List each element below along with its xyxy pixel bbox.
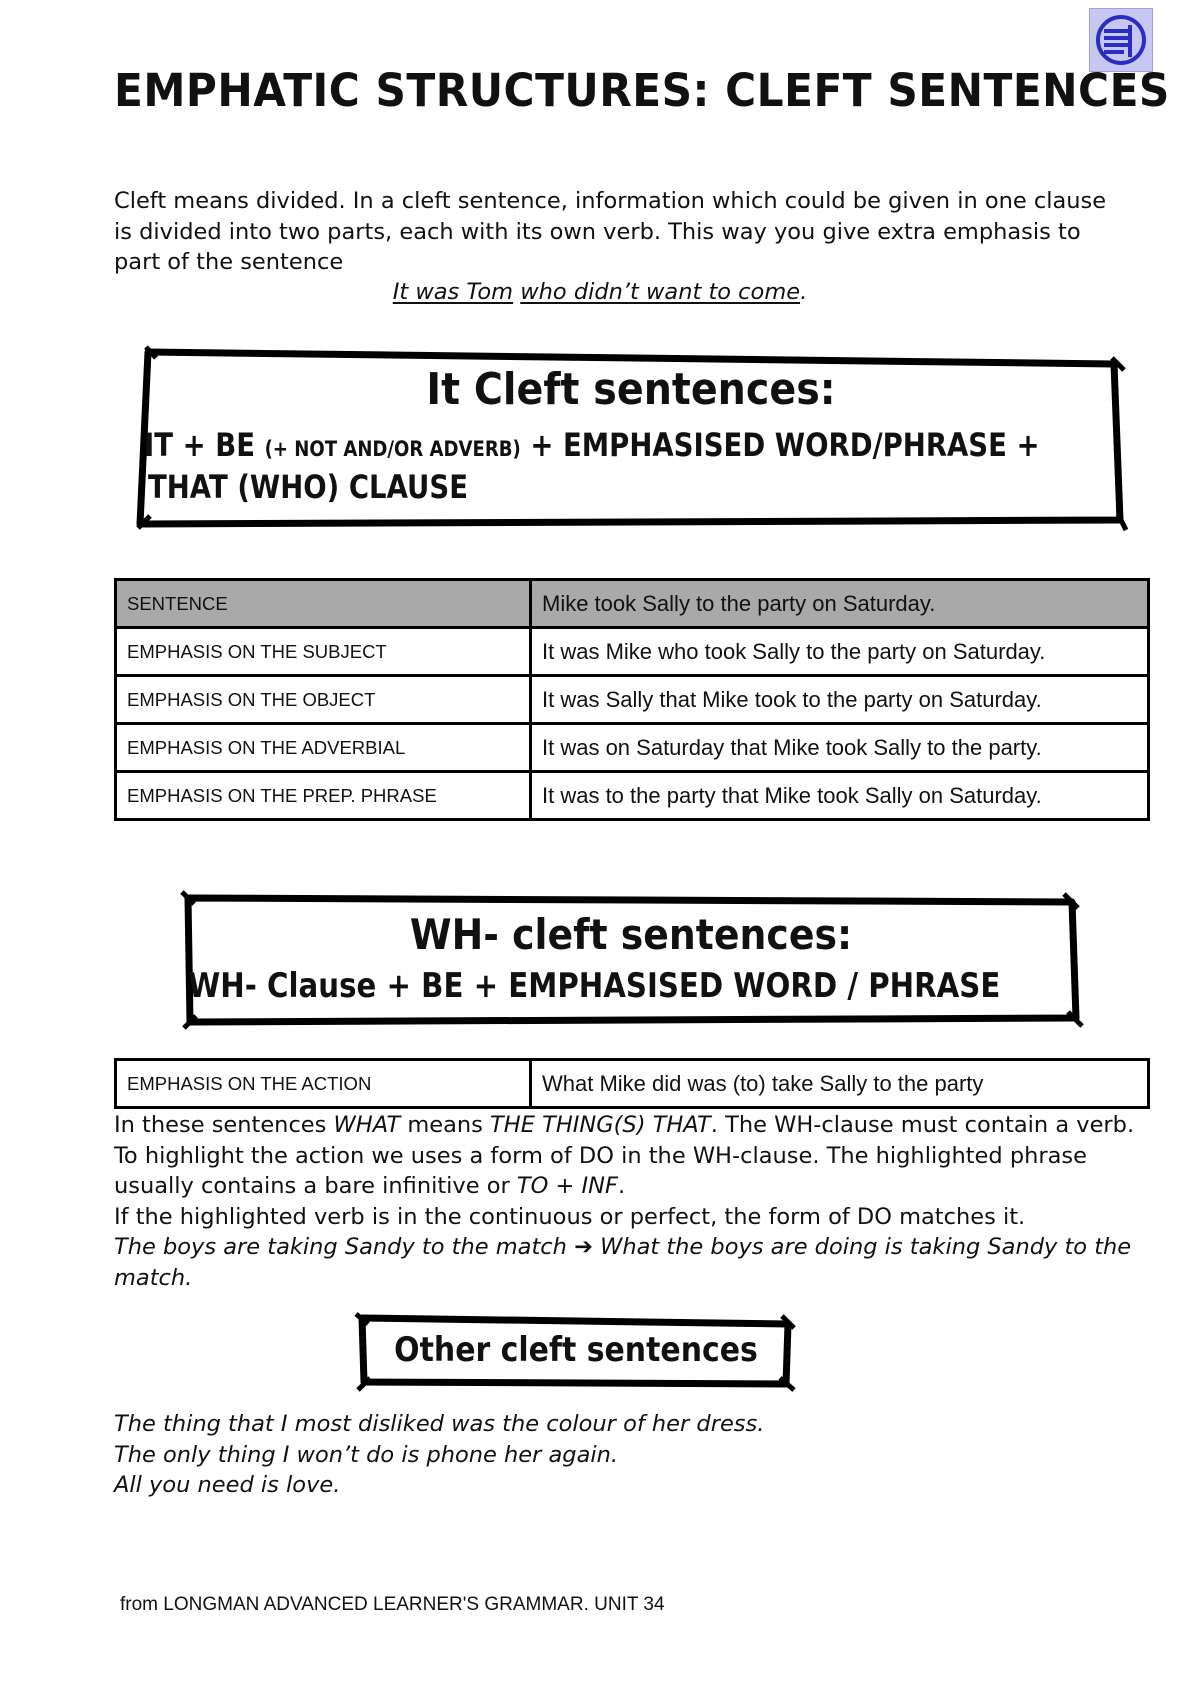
list-item: The only thing I won’t do is phone her again.	[114, 1441, 619, 1468]
notes-paragraph-2: If the highlighted verb is in the continuous or perfect, the form of DO matches it.	[114, 1203, 1026, 1230]
row-label: EMPHASIS ON THE ACTION	[116, 1060, 531, 1108]
row-value: It was to the party that Mike took Sally on Saturday.	[531, 772, 1149, 820]
formula-part: + EMPHASISED WORD/PHRASE +	[520, 426, 1040, 464]
row-value: It was Sally that Mike took to the party on Saturday.	[531, 676, 1149, 724]
example-period: .	[800, 279, 808, 305]
row-label: SENTENCE	[116, 580, 531, 628]
row-label: EMPHASIS ON THE SUBJECT	[116, 628, 531, 676]
document-icon[interactable]	[1089, 8, 1153, 72]
notes	[114, 1110, 1144, 1293]
other-cleft-frame	[354, 1310, 798, 1392]
row-label: EMPHASIS ON THE PREP. PHRASE	[116, 772, 531, 820]
list-item: The thing that I most disliked was the colour of her dress.	[114, 1411, 765, 1437]
note-text: .	[617, 1173, 626, 1199]
table-row	[116, 724, 1149, 772]
row-value: Mike took Sally to the party on Saturday.	[531, 580, 1149, 628]
note-text: In these sentences	[114, 1112, 334, 1138]
intro-example	[0, 279, 1200, 305]
example-clause: who didn’t want to come	[520, 279, 801, 305]
row-value: It was Mike who took Sally to the party on Saturday.	[531, 628, 1149, 676]
note-text: . The WH-clause must contain a verb. To highlight the action we uses a form of DO in the WH-clause. The highlighted phrase usually contains a bare infinitive or	[114, 1112, 1135, 1199]
source-footer: from LONGMAN ADVANCED LEARNER'S GRAMMAR. UNIT 34	[120, 1594, 665, 1615]
example-emphasis: It was Tom	[392, 279, 514, 305]
notes-example: The boys are taking Sandy to the match ➔ What the boys are doing is taking Sandy to the match.	[114, 1234, 1132, 1291]
table-row	[116, 676, 1149, 724]
formula-part: IT + BE	[144, 426, 265, 464]
table-row	[116, 1060, 1149, 1108]
other-cleft-examples	[114, 1409, 764, 1501]
it-cleft-formula	[144, 426, 1040, 464]
table-row	[116, 628, 1149, 676]
list-item: All you need is love.	[114, 1472, 341, 1498]
row-label: EMPHASIS ON THE ADVERBIAL	[116, 724, 531, 772]
row-value: What Mike did was (to) take Sally to the party	[531, 1060, 1149, 1108]
formula-optional: (+ NOT AND/OR ADVERB)	[264, 437, 521, 461]
page-title: EMPHATIC STRUCTURES: CLEFT SENTENCES	[114, 64, 1170, 117]
wh-cleft-title: WH- cleft sentences:	[409, 910, 853, 959]
wh-cleft-frame	[178, 890, 1084, 1030]
note-italic: THE THING(S) THAT	[490, 1112, 711, 1138]
it-cleft-frame	[134, 344, 1128, 534]
row-value: It was on Saturday that Mike took Sally to the party.	[531, 724, 1149, 772]
note-text: means	[400, 1112, 491, 1138]
wh-cleft-formula: WH- Clause + BE + EMPHASISED WORD / PHRASE	[188, 966, 1001, 1006]
row-label: EMPHASIS ON THE OBJECT	[116, 676, 531, 724]
intro-paragraph: Cleft means divided. In a cleft sentence, information which could be given in one clause is divided into two parts, each with its own verb. This way you give extra emphasis to part of the sentence	[114, 188, 1107, 275]
table-row	[116, 772, 1149, 820]
table-row	[116, 580, 1149, 628]
notes-paragraph-1	[114, 1110, 1144, 1202]
it-cleft-formula-line2: THAT (WHO) CLAUSE	[148, 468, 468, 506]
other-cleft-title: Other cleft sentences	[394, 1330, 758, 1370]
wh-cleft-table	[114, 1058, 1150, 1109]
note-italic: TO + INF	[516, 1173, 618, 1199]
it-cleft-table	[114, 578, 1150, 821]
it-cleft-title: It Cleft sentences:	[426, 364, 836, 415]
note-italic: WHAT	[333, 1112, 401, 1138]
